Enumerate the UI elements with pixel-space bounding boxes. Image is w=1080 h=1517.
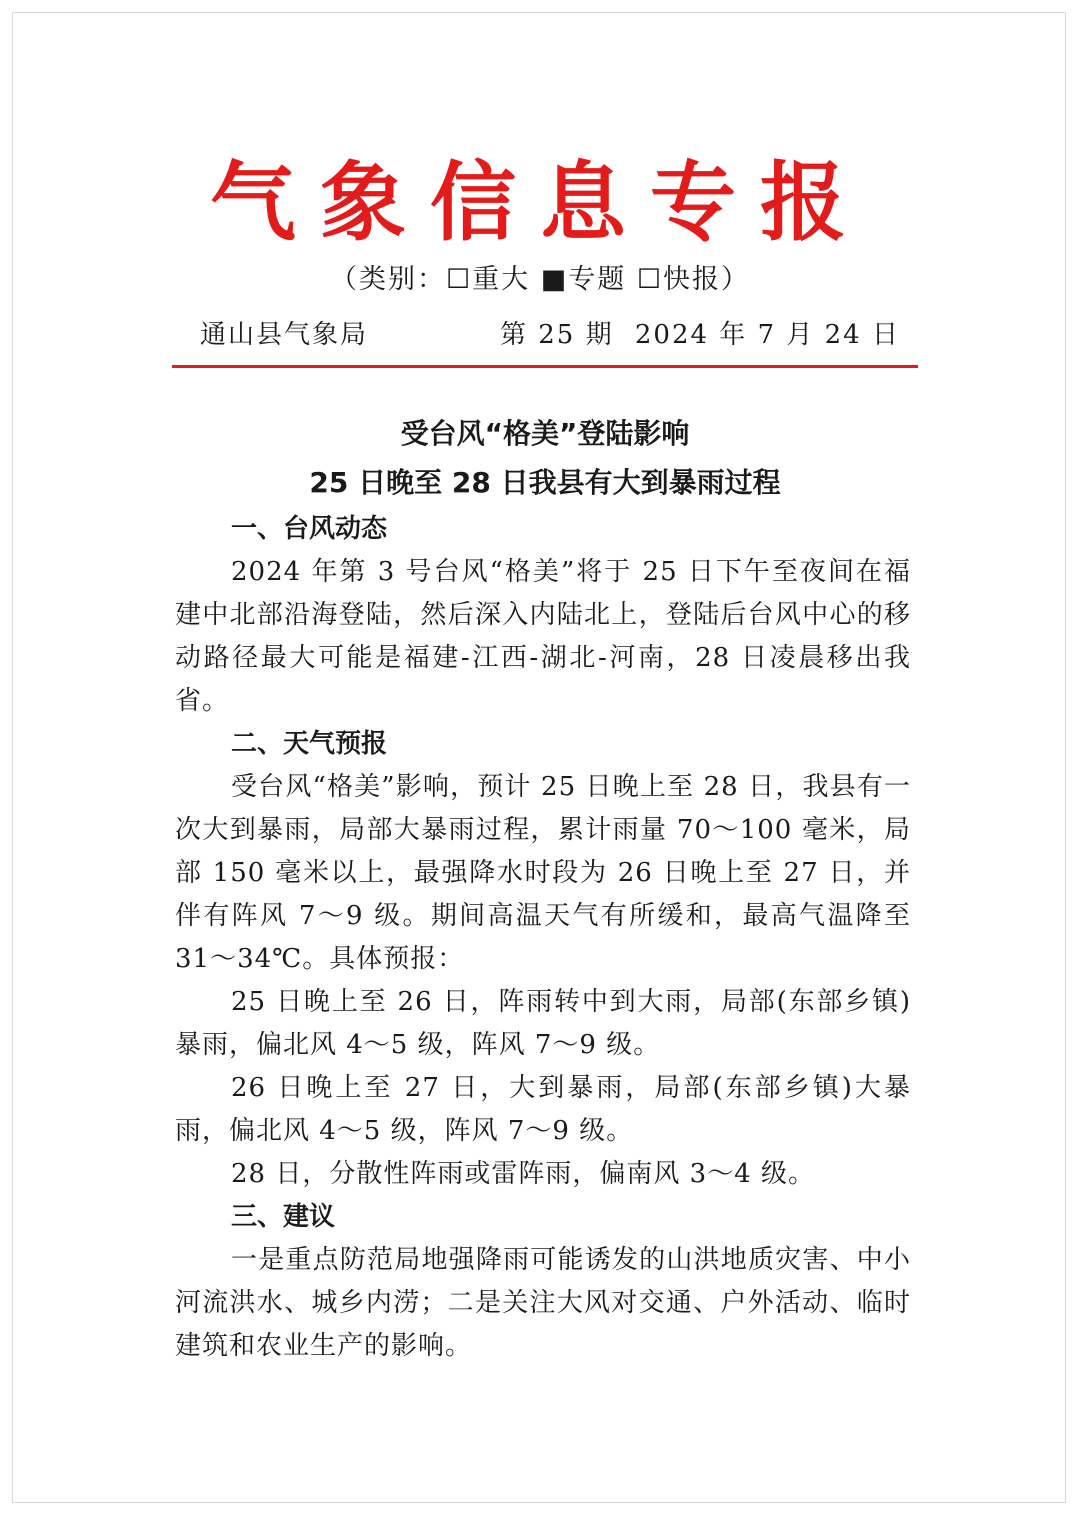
section-paragraph: 25 日晚上至 26 日，阵雨转中到大雨，局部(东部乡镇)暴雨，偏北风 4～5 级，阵风 7～9 级。 (175, 987, 911, 1060)
masthead-title: 气象信息专报 (210, 153, 870, 253)
red-divider (172, 365, 918, 368)
section-paragraph: 28 日，分散性阵雨或雷阵雨，偏南风 3～4 级。 (231, 1159, 815, 1189)
section-paragraph: 26 日晚上至 27 日，大到暴雨，局部(东部乡镇)大暴雨，偏北风 4～5 级，阵风 7～9 级。 (175, 1073, 911, 1146)
section-heading-forecast: 二、天气预报 (231, 729, 388, 759)
category-line: （类别：☐重大 ■专题 ☐快报） (329, 264, 751, 295)
section-paragraph: 一是重点防范局地强降雨可能诱发的山洪地质灾害、中小河流洪水、城乡内涝；二是关注大风对交通、户外活动、临时建筑和农业生产的影响。 (175, 1245, 911, 1361)
issue-number: 第 25 期 (500, 320, 614, 350)
headline-line-2: 25 日晚至 28 日我县有大到暴雨过程 (309, 466, 781, 499)
section-heading-typhoon: 一、台风动态 (231, 514, 388, 544)
section-paragraph: 2024 年第 3 号台风“格美”将于 25 日下午至夜间在福建中北部沿海登陆，然后深入内陆北上，登陆后台风中心的移动路径最大可能是福建-江西-湖北-河南，28 日凌晨移出我省。 (175, 557, 911, 716)
issue-date: 2024 年 7 月 24 日 (634, 320, 900, 350)
section-paragraph: 受台风“格美”影响，预计 25 日晚上至 28 日，我县有一次大到暴雨，局部大暴雨过程，累计雨量 70～100 毫米，局部 150 毫米以上，最强降水时段为 26 日晚上至 27 日，并伴有阵风 7～9 级。期间高温天气有所缓和，最高气温降至 31～34℃。具体预报： (175, 772, 911, 974)
section-heading-advice: 三、建议 (231, 1202, 336, 1232)
report-body (175, 508, 911, 1368)
headline-line-1: 受台风“格美”登陆影响 (400, 417, 690, 450)
issuer-name: 通山县气象局 (200, 320, 369, 350)
issue-line (200, 313, 900, 357)
